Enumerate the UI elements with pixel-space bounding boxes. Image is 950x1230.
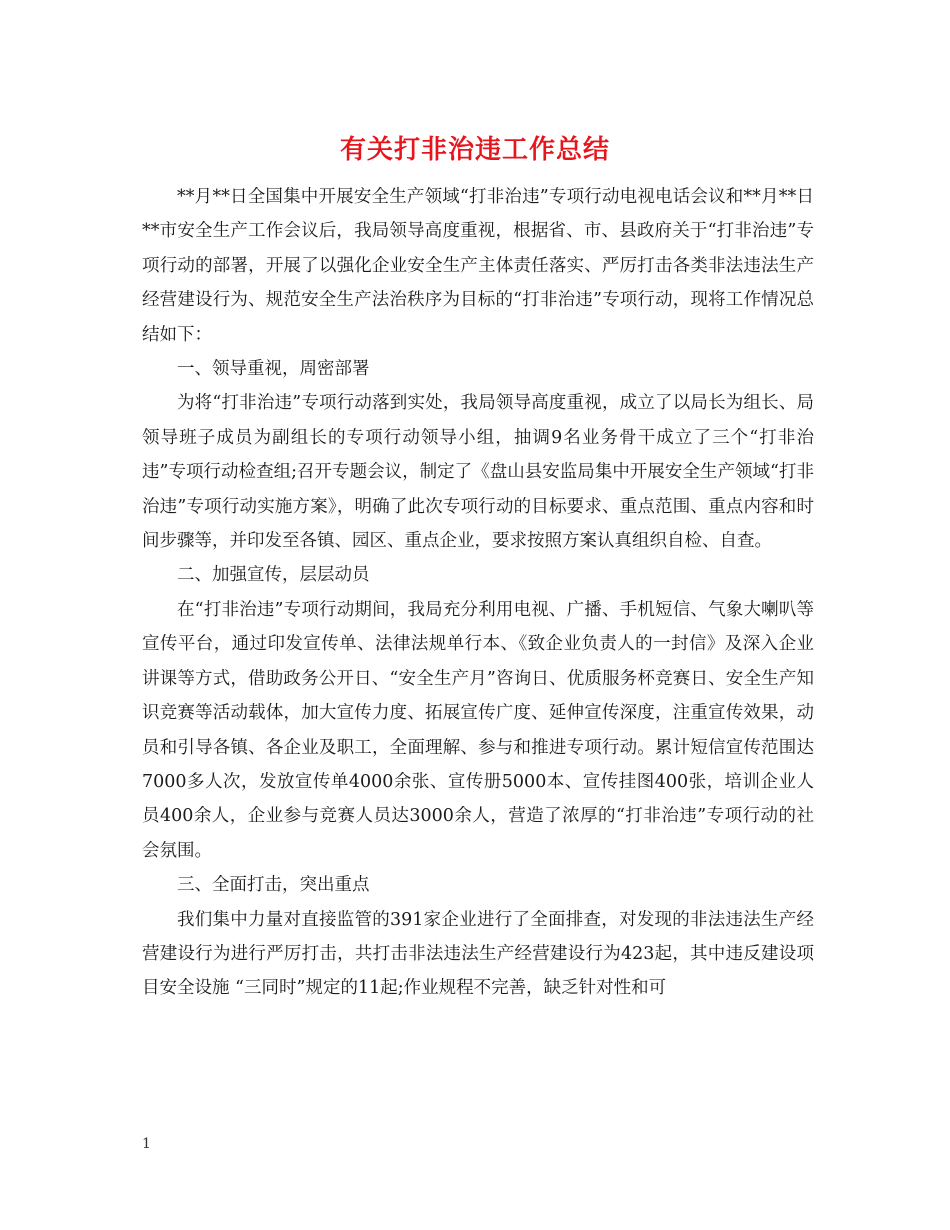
paragraph-section-1: 为将“打非治违”专项行动落到实处，我局领导高度重视，成立了以局长为组长、局领导班子成员为副组长的专项行动领导小组，抽调9名业务骨干成立了三个“打非治违”专项行动检查组;召开专题会议，制定了《盘山县安监局集中开展安全生产领域“打非治违”专项行动实施方案》，明确了此次专项行动的目标要求、重点范围、重点内容和时间步骤等，并印发至各镇、园区、重点企业，要求按照方案认真组织自检、自查。 <box>142 393 814 552</box>
section-heading-2: 二、加强宣传，层层动员 <box>177 565 370 586</box>
document-title: 有关打非治违工作总结 <box>339 135 610 165</box>
paragraph-section-3: 我们集中力量对直接监管的391家企业进行了全面排查，对发现的非法违法生产经营建设行为进行严厉打击，共打击非法违法生产经营建设行为423起，其中违反建设项目安全设施 “三同时”规定的11起;作业规程不完善，缺乏针对性和可 <box>142 909 814 999</box>
section-heading-1: 一、领导重视，周密部署 <box>177 359 370 380</box>
paragraph-section-2: 在“打非治违”专项行动期间，我局充分利用电视、广播、手机短信、气象大喇叭等宣传平台，通过印发宣传单、法律法规单行本、《致企业负责人的一封信》及深入企业讲课等方式，借助政务公开日、“安全生产月”咨询日、优质服务杯竞赛日、安全生产知识竞赛等活动载体，加大宣传力度、拓展宣传广度、延伸宣传深度，注重宣传效果，动员和引导各镇、各企业及职工，全面理解、参与和推进专项行动。累计短信宣传范围达7000多人次，发放宣传单4000余张、宣传册5000本、宣传挂图400张，培训企业人员400余人，企业参与竞赛人员达3000余人，营造了浓厚的“打非治违”专项行动的社会氛围。 <box>142 599 814 861</box>
page-number: 1 <box>142 1136 151 1152</box>
section-heading-3: 三、全面打击，突出重点 <box>177 875 370 896</box>
document-body <box>142 180 814 1006</box>
paragraph-intro: **月**日全国集中开展安全生产领域“打非治违”专项行动电视电话会议和**月**日**市安全生产工作会议后，我局领导高度重视，根据省、市、县政府关于“打非治违”专项行动的部署，开展了以强化企业安全生产主体责任落实、严厉打击各类非法违法生产经营建设行为、规范安全生产法治秩序为目标的“打非治违”专项行动，现将工作情况总结如下： <box>142 187 814 345</box>
